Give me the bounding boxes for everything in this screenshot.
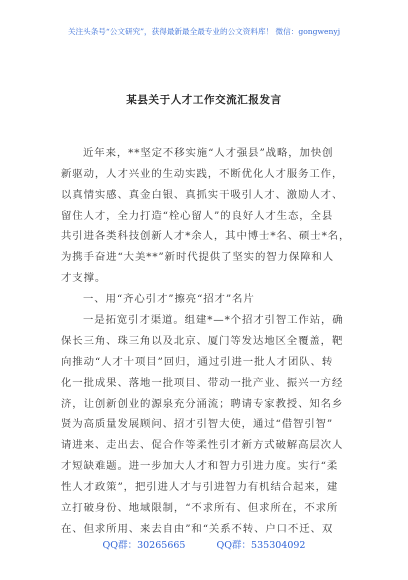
body-line: 才支撑。 [61, 272, 107, 285]
body-line: 近年来，**坚定不移实施“人才强县”战略，加快创 [83, 146, 334, 159]
body-line: 以真情实感、真金白银、真抓实干吸引人才、激励人才、 [61, 188, 344, 201]
header-banner: 关注头条号“公文研究”，获得最新最全最专业的公文资料库！ 微信：gongwenyj [67, 27, 341, 36]
body-line: 留住人才，全力打造“栓心留人”的良好人才生态，全县 [61, 209, 334, 222]
body-line: 保长三角、珠三角以及北京、厦门等发达地区全覆盖，靶 [61, 334, 344, 347]
body-line: 才短缺难题。进一步加大人才和智力引进力度。实行“柔 [61, 460, 339, 473]
paragraph-spacer [61, 122, 351, 143]
qq-group-1: QQ群：30265665 [102, 540, 186, 551]
body-line: 新驱动，人才兴业的生动实践，不断优化人才服务工作， [61, 167, 344, 180]
footer-contact [0, 537, 408, 551]
section-heading: 一、用“齐心引才”擦亮“招才”名片 [83, 293, 255, 306]
body-line: 请进来、走出去、促合作等柔性引才新方式破解高层次人 [61, 439, 344, 452]
body-line: 济，让创新创业的源泉充分涌流；聘请专家教授、知名乡 [61, 397, 344, 410]
qq-group-2: QQ群：535304092 [216, 540, 306, 551]
body-line: 性人才政策”，把引进人才与引进智力有机结合起来，建 [61, 481, 339, 494]
body-line: 化一批成果、落地一批项目、带动一批产业、振兴一方经 [61, 376, 344, 389]
body-line: 向推动“人才十项目”回归，通过引进一批人才团队、转 [61, 355, 334, 368]
document-title: 某县关于人才工作交流汇报发言 [126, 94, 282, 106]
body-line: 贤为高质量发展顾问、招才引智大使，通过“借智引智” [61, 418, 334, 431]
document-body [61, 122, 351, 540]
body-line: 立打破身份、地域限制，“不求所有、但求所在，不求所 [61, 502, 339, 515]
body-line: 为携手奋进“大美**”新时代提供了坚实的智力保障和人 [61, 251, 335, 264]
body-line: 共引进各类科技创新人才*余人，其中博士*名、硕士*名， [61, 230, 351, 243]
body-line: 一是拓宽引才渠道。组建*—*个招才引智工作站，确 [83, 314, 344, 327]
body-line: 在、但求所用、来去自由”和“关系不转、户口不迁、双 [61, 522, 334, 535]
